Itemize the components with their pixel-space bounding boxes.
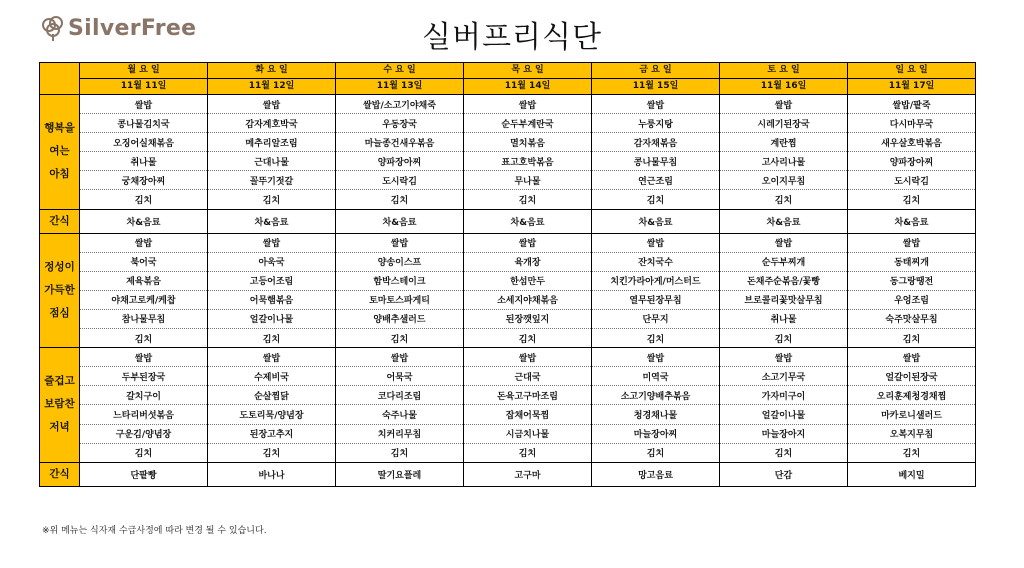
menu-item: 차&음료 [208, 209, 336, 233]
menu-item: 김치 [80, 443, 208, 462]
menu-item: 브로콜리꽃맛살무침 [720, 290, 848, 309]
menu-item: 마카로니샐러드 [848, 405, 976, 424]
menu-item: 김치 [336, 443, 464, 462]
menu-item: 우엉조림 [848, 290, 976, 309]
meal-label-line: 여는 [49, 145, 70, 158]
menu-item: 꼴뚜기젓갈 [208, 171, 336, 190]
menu-item: 콩나물무침 [592, 152, 720, 171]
menu-item: 김치 [848, 329, 976, 348]
menu-item: 오리훈제청경채찜 [848, 386, 976, 405]
menu-item: 시금치나물 [464, 424, 592, 443]
menu-item: 쌀밥 [720, 95, 848, 114]
menu-item: 김치 [848, 443, 976, 462]
meal-label-line: 행복을 [44, 122, 75, 135]
menu-item: 쌀밥/소고기야채죽 [336, 95, 464, 114]
meal-row [40, 329, 976, 348]
meal-label-breakfast [40, 95, 80, 210]
header-corner [40, 63, 80, 95]
day-header: 화 요 일 [208, 63, 336, 79]
menu-item: 얼갈이된장국 [848, 367, 976, 386]
menu-item: 쌀밥 [592, 95, 720, 114]
menu-item: 두부된장국 [80, 367, 208, 386]
menu-item: 양파장아찌 [336, 152, 464, 171]
meal-row [40, 405, 976, 424]
menu-item: 다시마무국 [848, 114, 976, 133]
menu-item: 치커리무침 [336, 424, 464, 443]
menu-item: 된장깻잎지 [464, 309, 592, 328]
menu-item: 취나물 [80, 152, 208, 171]
meal-row [40, 114, 976, 133]
menu-item: 순두부찌개 [720, 252, 848, 271]
meal-label-line: 간식 [49, 214, 70, 227]
menu-item: 쌀밥 [848, 348, 976, 367]
meal-label-line: 점심 [49, 306, 70, 319]
menu-item: 가자미구이 [720, 386, 848, 405]
menu-item: 김치 [720, 443, 848, 462]
menu-item: 연근조림 [592, 171, 720, 190]
menu-item: 동그랑땡전 [848, 271, 976, 290]
menu-item: 차&음료 [592, 209, 720, 233]
menu-item: 김치 [720, 190, 848, 209]
menu-item: 마늘종건새우볶음 [336, 133, 464, 152]
menu-item: 열무된장무침 [592, 290, 720, 309]
day-header: 금 요 일 [592, 63, 720, 79]
menu-item: 김치 [80, 190, 208, 209]
menu-item: 동태찌개 [848, 252, 976, 271]
menu-item: 코다리조림 [336, 386, 464, 405]
menu-item: 콩나물김치국 [80, 114, 208, 133]
menu-item: 느타리버섯볶음 [80, 405, 208, 424]
day-header: 목 요 일 [464, 63, 592, 79]
menu-item: 김치 [464, 329, 592, 348]
menu-item: 차&음료 [848, 209, 976, 233]
meal-row [40, 271, 976, 290]
menu-item: 양배추샐러드 [336, 309, 464, 328]
date-header: 11월 16일 [720, 79, 848, 95]
menu-item: 오복지무침 [848, 424, 976, 443]
menu-item: 감자계호박국 [208, 114, 336, 133]
menu-item: 쌀밥 [464, 233, 592, 252]
date-header: 11월 12일 [208, 79, 336, 95]
menu-item: 쌀밥 [336, 233, 464, 252]
menu-item: 어묵햄볶음 [208, 290, 336, 309]
meal-label-line: 가득한 [44, 283, 75, 296]
menu-item: 소세지야채볶음 [464, 290, 592, 309]
meal-row [40, 171, 976, 190]
menu-item: 궁채장아찌 [80, 171, 208, 190]
menu-item: 된장고추지 [208, 424, 336, 443]
meal-row [40, 386, 976, 405]
menu-item: 쌀밥/팥죽 [848, 95, 976, 114]
snack-row [40, 209, 976, 233]
menu-item: 양송이스프 [336, 252, 464, 271]
menu-item: 김치 [592, 443, 720, 462]
menu-item: 어묵국 [336, 367, 464, 386]
menu-item: 김치 [336, 190, 464, 209]
menu-item: 딸기요플레 [336, 462, 464, 486]
date-header: 11월 15일 [592, 79, 720, 95]
menu-item: 순살찜닭 [208, 386, 336, 405]
menu-item: 마늘장아지 [720, 424, 848, 443]
menu-item: 누룽지탕 [592, 114, 720, 133]
snack-row [40, 462, 976, 486]
menu-item: 마늘장아찌 [592, 424, 720, 443]
meal-label-line: 아침 [49, 168, 70, 181]
logo-text: SilverFree [68, 15, 197, 41]
menu-item: 멸치볶음 [464, 133, 592, 152]
menu-item: 고구마 [464, 462, 592, 486]
date-header: 11월 11일 [80, 79, 208, 95]
meal-row [40, 252, 976, 271]
menu-item: 근대나물 [208, 152, 336, 171]
menu-item: 김치 [464, 443, 592, 462]
menu-item: 도시락김 [336, 171, 464, 190]
menu-item: 양파장아찌 [848, 152, 976, 171]
day-header: 토 요 일 [720, 63, 848, 79]
menu-item: 김치 [208, 190, 336, 209]
meal-label-snack1 [40, 209, 80, 233]
menu-item: 김치 [848, 190, 976, 209]
menu-item: 돈육고구마조림 [464, 386, 592, 405]
menu-item: 감자채볶음 [592, 133, 720, 152]
menu-item: 잡채어묵찜 [464, 405, 592, 424]
menu-item: 치킨가라아게/머스터드 [592, 271, 720, 290]
menu-item: 쌀밥 [80, 95, 208, 114]
day-header: 월 요 일 [80, 63, 208, 79]
footnote: ※위 메뉴는 식자재 수급사정에 따라 변경 될 수 있습니다. [42, 526, 267, 536]
menu-item: 김치 [336, 329, 464, 348]
menu-item: 쌀밥 [464, 95, 592, 114]
meal-label-line: 정성이 [44, 260, 75, 273]
menu-item: 차&음료 [720, 209, 848, 233]
menu-item: 고등어조림 [208, 271, 336, 290]
menu-item: 표고호박볶음 [464, 152, 592, 171]
meal-label-line: 간식 [49, 467, 70, 480]
menu-item: 김치 [80, 329, 208, 348]
menu-item: 쌀밥 [848, 233, 976, 252]
menu-item: 순두부계란국 [464, 114, 592, 133]
menu-item: 김치 [464, 190, 592, 209]
menu-item: 메추리알조림 [208, 133, 336, 152]
menu-item: 단무지 [592, 309, 720, 328]
menu-item: 김치 [720, 329, 848, 348]
menu-table [39, 62, 976, 487]
menu-item: 쌀밥 [80, 233, 208, 252]
meal-row [40, 309, 976, 328]
menu-item: 단팥빵 [80, 462, 208, 486]
menu-item: 김치 [208, 329, 336, 348]
meal-row [40, 367, 976, 386]
menu-item: 수제비국 [208, 367, 336, 386]
menu-item: 쌀밥 [208, 233, 336, 252]
menu-item: 고사리나물 [720, 152, 848, 171]
meal-row [40, 233, 976, 252]
meal-row [40, 290, 976, 309]
menu-item: 새우살호박볶음 [848, 133, 976, 152]
menu-item: 무나물 [464, 171, 592, 190]
meal-label-lunch [40, 233, 80, 348]
menu-item: 쌀밥 [720, 348, 848, 367]
menu-item: 아욱국 [208, 252, 336, 271]
menu-item: 참나물무침 [80, 309, 208, 328]
menu-item: 쌀밥 [208, 348, 336, 367]
menu-item: 육개장 [464, 252, 592, 271]
menu-item: 시레기된장국 [720, 114, 848, 133]
meal-row [40, 95, 976, 114]
meal-row [40, 424, 976, 443]
page-title: 실버프리식단 [422, 20, 602, 55]
menu-item: 근대국 [464, 367, 592, 386]
menu-item: 함박스테이크 [336, 271, 464, 290]
menu-item: 계란찜 [720, 133, 848, 152]
day-header: 일 요 일 [848, 63, 976, 79]
menu-item: 쌀밥 [336, 348, 464, 367]
menu-item: 쌀밥 [80, 348, 208, 367]
menu-item: 미역국 [592, 367, 720, 386]
meal-row [40, 152, 976, 171]
menu-item: 김치 [592, 190, 720, 209]
meal-label-line: 보람찬 [44, 398, 75, 411]
menu-item: 얼갈이나물 [208, 309, 336, 328]
menu-item: 쌀밥 [720, 233, 848, 252]
menu-item: 쌀밥 [592, 348, 720, 367]
menu-item: 도토리묵/양념장 [208, 405, 336, 424]
day-header: 수 요 일 [336, 63, 464, 79]
meal-label-snack2 [40, 462, 80, 486]
menu-item: 돈채주순볶음/꽃빵 [720, 271, 848, 290]
menu-item: 도시락김 [848, 171, 976, 190]
menu-item: 잔치국수 [592, 252, 720, 271]
menu-item: 쌀밥 [464, 348, 592, 367]
menu-item: 쌀밥 [208, 95, 336, 114]
menu-item: 오이지무침 [720, 171, 848, 190]
menu-item: 베지밀 [848, 462, 976, 486]
menu-item: 숙주맛살무침 [848, 309, 976, 328]
menu-item: 북어국 [80, 252, 208, 271]
meal-row [40, 190, 976, 209]
menu-item: 차&음료 [80, 209, 208, 233]
menu-item: 차&음료 [464, 209, 592, 233]
date-header: 11월 14일 [464, 79, 592, 95]
meal-label-dinner [40, 348, 80, 463]
menu-item: 망고음료 [592, 462, 720, 486]
date-header: 11월 17일 [848, 79, 976, 95]
menu-item: 소고기무국 [720, 367, 848, 386]
menu-item: 청경채나물 [592, 405, 720, 424]
menu-item: 취나물 [720, 309, 848, 328]
menu-item: 우동장국 [336, 114, 464, 133]
menu-item: 숙주나물 [336, 405, 464, 424]
menu-item: 갈치구이 [80, 386, 208, 405]
meal-row [40, 348, 976, 367]
menu-item: 쌀밥 [592, 233, 720, 252]
meal-label-line: 즐겁고 [44, 375, 75, 388]
menu-item: 구운김/양념장 [80, 424, 208, 443]
menu-item: 오징어실채볶음 [80, 133, 208, 152]
menu-item: 제육볶음 [80, 271, 208, 290]
date-header: 11월 13일 [336, 79, 464, 95]
menu-item: 차&음료 [336, 209, 464, 233]
menu-item: 바나나 [208, 462, 336, 486]
menu-item: 김치 [208, 443, 336, 462]
meal-row [40, 133, 976, 152]
meal-label-line: 저녁 [49, 421, 70, 434]
menu-item: 한섬만두 [464, 271, 592, 290]
menu-item: 김치 [592, 329, 720, 348]
menu-item: 소고기양배추볶음 [592, 386, 720, 405]
menu-item: 토마토스파게티 [336, 290, 464, 309]
meal-row [40, 443, 976, 462]
menu-item: 단감 [720, 462, 848, 486]
menu-item: 야채고로케/케찹 [80, 290, 208, 309]
menu-item: 얼갈이나물 [720, 405, 848, 424]
